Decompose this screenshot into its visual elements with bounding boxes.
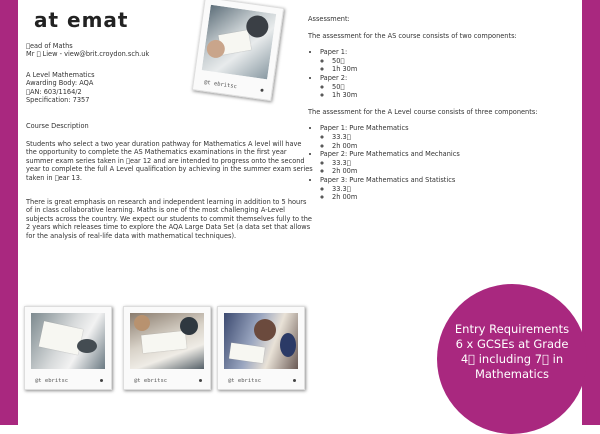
a-level-paper-item: • Paper 2: Pure Mathematics and Mechanics ◦ 33.3  ◦ 2h 00m: [320, 150, 588, 176]
specification: Specification: 7357: [26, 96, 90, 105]
paper-time: ◦ 1h 30m: [332, 91, 588, 100]
paper-time: ◦ 1h 30m: [332, 65, 588, 74]
photo-caption: @t ebritsc: [228, 378, 262, 384]
classroom-photo: [224, 313, 298, 369]
course-name: A Level Mathematics: [26, 71, 95, 79]
photo-caption: @t ebritsc: [35, 378, 69, 384]
assessment-section: [308, 15, 588, 202]
paper-marks: ◦ 33.3 : [332, 159, 588, 168]
course-description-para2: There is great emphasis on research and independent learning in addition to 5 hours of in class collaborative learning. Maths is one of the most challenging A-Level subjects across the country. We expect our students to commit themselves fully to the 2 years which releases time to explore the AQA Large Data Set (a data set that allows for the analysis of real-life data with mathematical techniques).: [26, 198, 312, 240]
paper-marks: ◦ 50 : [332, 83, 588, 92]
camera-dot-icon: [100, 379, 103, 382]
polaroid-photo-2: [123, 306, 211, 390]
polaroid-photo-top: [192, 0, 284, 101]
photo-caption: @t ebritsc: [134, 378, 168, 384]
a-level-paper-list: [308, 124, 588, 201]
photo-caption: @t ebritsc: [203, 79, 238, 91]
camera-dot-icon: [260, 89, 263, 92]
paper-marks: ◦ 33.3 : [332, 185, 588, 194]
as-paper-list: [308, 48, 588, 100]
polaroid-photo-1: [24, 306, 112, 390]
as-paper-item: • Paper 1: ◦ 50  ◦ 1h 30m: [320, 48, 588, 74]
classroom-photo: [31, 313, 105, 369]
classroom-photo: [130, 313, 204, 369]
entry-requirements-badge: [437, 284, 587, 434]
head-of-dept:  ead of Maths: [26, 42, 73, 50]
awarding-body: Awarding Body: AQA: [26, 79, 94, 88]
paper-time: ◦ 2h 00m: [332, 193, 588, 202]
a-level-paper-item: • Paper 1: Pure Mathematics ◦ 33.3  ◦ 2h 00m: [320, 124, 588, 150]
course-description-heading: Course Description: [26, 122, 89, 130]
camera-dot-icon: [293, 379, 296, 382]
camera-dot-icon: [199, 379, 202, 382]
entry-requirements-text: Entry Requirements 6 x GCSEs at Grade 4  including 7  in Mathematics: [454, 322, 570, 381]
as-intro: The assessment for the AS course consists of two components:: [308, 31, 517, 40]
assessment-heading: Assessment:: [308, 15, 350, 23]
classroom-photo: [202, 5, 277, 80]
qan-code:  AN: 603/1164/2: [26, 87, 82, 96]
a-level-intro: The assessment for the A Level course consists of three components:: [308, 107, 538, 116]
paper-marks: ◦ 50 : [332, 57, 588, 66]
a-level-paper-item: • Paper 3: Pure Mathematics and Statistics ◦ 33.3  ◦ 2h 00m: [320, 176, 588, 202]
as-paper-item: • Paper 2: ◦ 50  ◦ 1h 30m: [320, 74, 588, 100]
page-title: at emat: [34, 8, 129, 32]
course-description-para1: Students who select a two year duration pathway for Mathematics A level will have the opportunity to complete the AS Mathematics examinations in the first year summer exam series taken in  ear 12 and are intended to progress onto the second year to complete the full A Level qualification by achieving in the summer exam series taken in  ear 13.: [26, 140, 313, 182]
paper-marks: ◦ 33.3 : [332, 133, 588, 142]
polaroid-photo-3: [217, 306, 305, 390]
left-magenta-bar: [0, 0, 18, 425]
paper-time: ◦ 2h 00m: [332, 167, 588, 176]
paper-time: ◦ 2h 00m: [332, 142, 588, 151]
contact-email: Mr   Liew - view@brit.croydon.sch.uk: [26, 50, 150, 59]
